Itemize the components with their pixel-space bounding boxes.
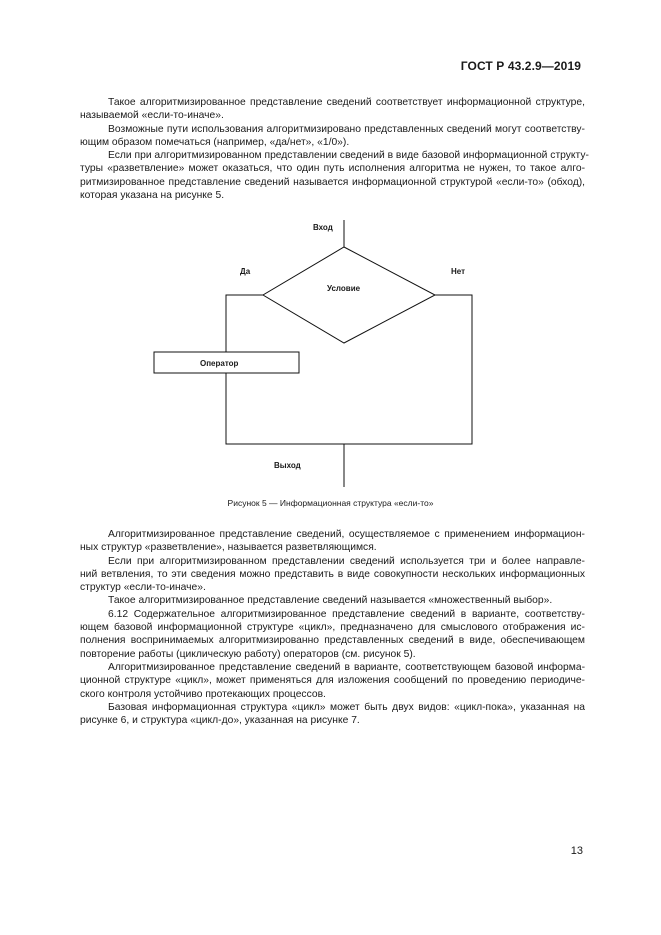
text-line: Алгоритмизированное представление сведений, осуществляемое с применением информацион- (108, 529, 585, 540)
paragraph (80, 661, 585, 701)
text-line: рисунке 6, и структура «цикл-до», указанная на рисунке 7. (80, 715, 360, 727)
page-number: 13 (570, 845, 583, 857)
paragraph (80, 555, 585, 595)
condition-label: Условие (327, 284, 361, 293)
text-line: ского контроля устойчиво протекающих процессов. (80, 688, 326, 700)
text-line: туры «разветвление» может оказаться, что один путь исполнения алгоритма не нужен, то такое алго- (80, 163, 585, 175)
paragraph (80, 701, 585, 728)
text-line: структур «если-то-иначе». (80, 582, 206, 594)
text-line: ционной структуре «цикл», может применяться для изложения сообщений по проведению периодиче- (80, 675, 585, 687)
text-line: ритмизированное представление сведений называется информационной структурой «если-то» (обход), (80, 176, 585, 188)
text-line: Если при алгоритмизированном представлении сведений используется три и более направле- (108, 555, 585, 567)
text-line: повторение работы (циклическую работу) операторов (см. рисунок 5). (80, 648, 416, 660)
text-line: Алгоритмизированное представление сведений в варианте, соответствующем базовой информа- (108, 661, 585, 673)
condition-diamond (263, 247, 435, 343)
text-line: Возможные пути использования алгоритмизировано представленных сведений могут соответству- (108, 123, 585, 135)
top-text-block (80, 96, 589, 202)
bottom-text-block (80, 528, 585, 727)
paragraph (80, 528, 585, 555)
flowchart-diagram (0, 215, 661, 490)
entry-label: Вход (313, 223, 333, 232)
no-label: Нет (451, 267, 466, 276)
text-line: Если при алгоритмизированном представлении сведений в виде базовой информационной структу- (108, 150, 589, 162)
paragraph (80, 594, 585, 607)
text-line: полнения воспринимаемых алгоритмизированно представленных сведений в виде, обеспечивающем (80, 635, 585, 647)
text-line: называемой «если-то-иначе». (80, 110, 224, 122)
paragraph (80, 149, 589, 202)
paragraph (80, 123, 585, 150)
yes-label: Да (240, 267, 251, 276)
text-line: Такое алгоритмизированное представление сведений соответствует информационной структуре, (108, 97, 585, 108)
paragraph (80, 608, 585, 661)
text-line: ющим образом помечаться (например, «да/нет», «1/0»). (80, 136, 350, 148)
flowchart-figure (0, 215, 661, 490)
exit-label: Выход (274, 461, 301, 470)
text-line: которая указана на рисунке 5. (80, 190, 225, 202)
text-line: Базовая информационная структура «цикл» может быть двух видов: «цикл-пока», указанная на (108, 701, 585, 713)
text-line: ний ветвления, то эти сведения можно представить в виде совокупности нескольких информационных (80, 568, 585, 580)
text-line: ющем базовой информационной структуре «цикл», предназначено для смыслового отображения ис- (80, 622, 585, 634)
text-line: ных структур «разветвление», называется разветвляющимся. (80, 542, 377, 554)
figure-caption: Рисунок 5 — Информационная структура «если-то» (227, 498, 434, 508)
document-code-header: ГОСТ Р 43.2.9—2019 (460, 59, 581, 73)
text-line: 6.12 Содержательное алгоритмизированное представление сведений в варианте, соответству- (108, 608, 585, 620)
yes-branch-line (226, 295, 263, 352)
text-line: Такое алгоритмизированное представление сведений называется «множественный выбор». (108, 595, 553, 607)
paragraph (80, 96, 585, 123)
operator-label: Оператор (200, 359, 239, 368)
